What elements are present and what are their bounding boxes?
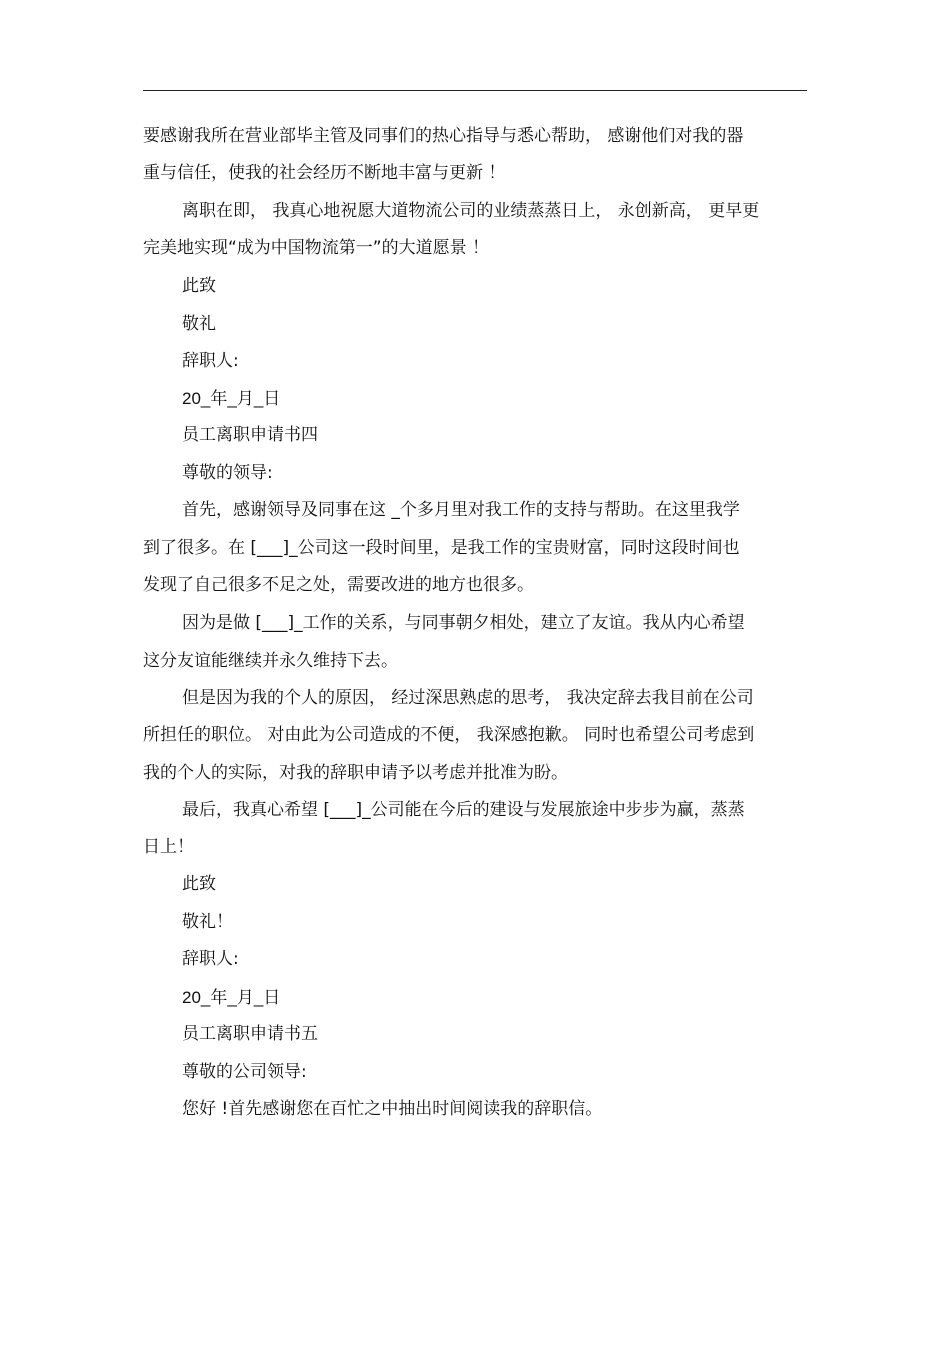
greeting: 尊敬的领导: xyxy=(182,463,273,483)
text-line: 重与信任，使我的社会经历不断地丰富与更新 ！ xyxy=(143,163,506,183)
header-rule xyxy=(143,90,807,91)
text-line: 最后，我真心希望 [___]_公司能在今后的建设与发展旅途中步步为赢，蒸蒸 xyxy=(182,800,745,820)
text-line: 日上！ xyxy=(143,837,194,857)
closing-salutation: 此致 xyxy=(182,874,216,894)
signatory-label: 辞职人: xyxy=(182,351,239,371)
text-line: 完美地实现“成为中国物流第一”的大道愿景 ！ xyxy=(143,238,490,258)
section-title: 员工离职申请书四 xyxy=(182,425,318,445)
text-line: 这分友谊能继续并永久维持下去。 xyxy=(143,651,398,671)
text-line: 因为是做 [___]_工作的关系，与同事朝夕相处，建立了友谊。我从内心希望 xyxy=(182,613,745,633)
text-line: 离职在即， 我真心地祝愿大道物流公司的业绩蒸蒸日上， 永创新高， 更早更 xyxy=(182,201,760,221)
date-line: 20_年_月_日 xyxy=(182,389,281,408)
section-title: 员工离职申请书五 xyxy=(182,1024,318,1044)
text-line: 您好 !首先感谢您在百忙之中抽出时间阅读我的辞职信。 xyxy=(182,1099,603,1119)
closing-regards: 敬礼！ xyxy=(182,912,233,932)
greeting: 尊敬的公司领导: xyxy=(182,1062,307,1082)
text-line: 我的个人的实际，对我的辞职申请予以考虑并批准为盼。 xyxy=(143,763,568,783)
date-line: 20_年_月_日 xyxy=(182,988,281,1007)
text-line: 但是因为我的个人的原因， 经过深思熟虑的思考， 我决定辞去我目前在公司 xyxy=(182,688,754,708)
signatory-label: 辞职人: xyxy=(182,949,239,969)
text-line: 发现了自己很多不足之处，需要改进的地方也很多。 xyxy=(143,575,534,595)
text-line: 首先，感谢领导及同事在这 _个多月里对我工作的支持与帮助。在这里我学 xyxy=(182,500,740,520)
text-line: 要感谢我所在营业部毕主管及同事们的热心指导与悉心帮助， 感谢他们对我的器 xyxy=(143,126,744,146)
text-line: 到了很多。在 [___]_公司这一段时间里，是我工作的宝贵财富，同时这段时间也 xyxy=(143,538,740,558)
closing-regards: 敬礼 xyxy=(182,314,216,334)
closing-salutation: 此致 xyxy=(182,276,216,296)
text-line: 所担任的职位。 对由此为公司造成的不便， 我深感抱歉。 同时也希望公司考虑到 xyxy=(143,725,755,745)
